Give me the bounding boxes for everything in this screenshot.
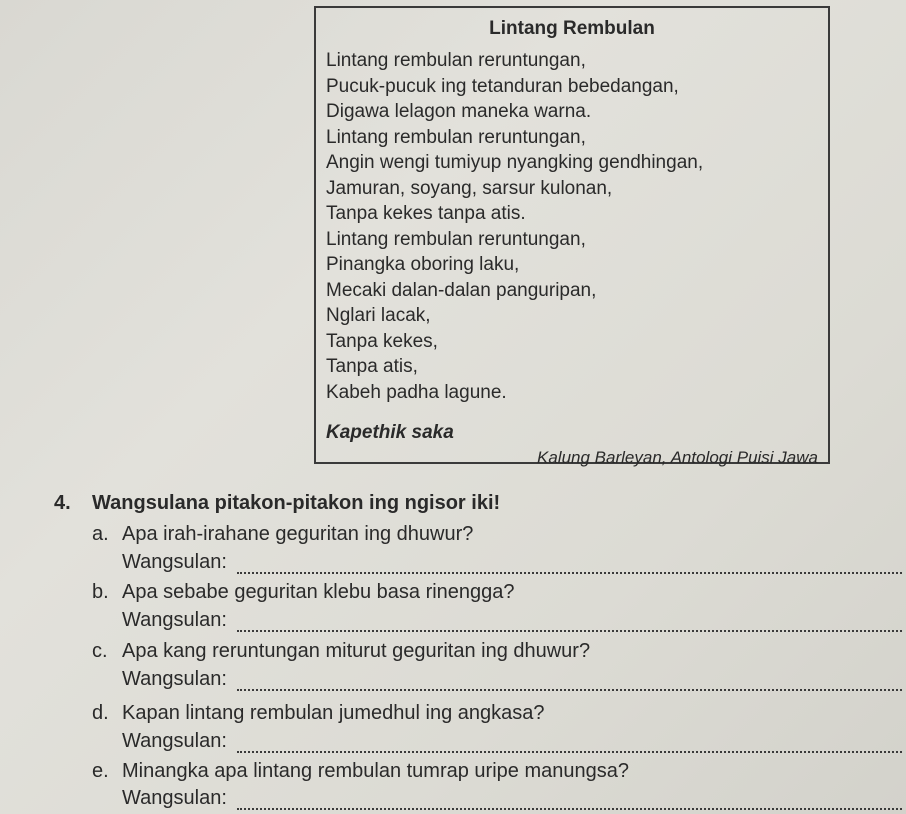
poem-author: Kapethik saka bbox=[326, 422, 454, 443]
question-letter: c. bbox=[92, 640, 108, 662]
answer-label: Wangsulan: bbox=[122, 668, 227, 690]
poem-line: Lintang rembulan reruntungan, bbox=[326, 50, 586, 71]
poem-line: Digawa lelagon maneka warna. bbox=[326, 101, 592, 122]
question-text: Minangka apa lintang rembulan tumrap uripe manungsa? bbox=[122, 760, 629, 782]
poem-line: Tanpa kekes tanpa atis. bbox=[326, 203, 526, 224]
question-text: Apa sebabe geguritan klebu basa rinengga? bbox=[122, 581, 515, 603]
question-e bbox=[92, 760, 629, 783]
poem-line: Angin wengi tumiyup nyangking gendhingan, bbox=[326, 152, 704, 173]
question-letter: a. bbox=[92, 523, 109, 545]
poem-line: Tanpa atis, bbox=[326, 356, 418, 377]
answer-label: Wangsulan: bbox=[122, 730, 227, 752]
poem-line: Jamuran, soyang, sarsur kulonan, bbox=[326, 177, 613, 199]
answer-line-e[interactable] bbox=[237, 788, 902, 810]
question-text: Apa irah-irahane geguritan ing dhuwur? bbox=[122, 523, 474, 545]
poem-title: Lintang Rembulan bbox=[489, 18, 655, 39]
poem-line: Kabeh padha lagune. bbox=[326, 381, 507, 403]
question-text: Apa kang reruntungan miturut geguritan ing dhuwur? bbox=[122, 640, 591, 662]
answer-row-b[interactable] bbox=[122, 606, 906, 632]
answer-label: Wangsulan: bbox=[122, 609, 227, 631]
answer-line-c[interactable] bbox=[237, 669, 902, 691]
question-text: Kapan lintang rembulan jumedhul ing angkasa? bbox=[122, 702, 545, 724]
poem-lines bbox=[326, 48, 703, 405]
answer-row-a[interactable] bbox=[122, 548, 906, 574]
question-letter: b. bbox=[92, 581, 109, 603]
poem-line: Lintang rembulan reruntungan, bbox=[326, 126, 586, 148]
answer-row-e[interactable] bbox=[122, 784, 906, 810]
answer-row-c[interactable] bbox=[122, 665, 906, 691]
answer-line-b[interactable] bbox=[237, 610, 902, 632]
question-b bbox=[92, 581, 515, 604]
question-d bbox=[92, 702, 545, 725]
question-a bbox=[92, 523, 473, 546]
answer-line-a[interactable] bbox=[237, 552, 902, 574]
question-letter: e. bbox=[92, 760, 109, 782]
exercise-instruction bbox=[54, 492, 500, 515]
poem-line: Mecaki dalan-dalan panguripan, bbox=[326, 279, 597, 301]
instruction-text: Wangsulana pitakon-pitakon ing ngisor iki! bbox=[92, 492, 501, 514]
answer-label: Wangsulan: bbox=[122, 551, 227, 573]
poem-line: Nglari lacak, bbox=[326, 305, 431, 326]
poem-line: Tanpa kekes, bbox=[326, 330, 438, 352]
answer-line-d[interactable] bbox=[237, 731, 902, 753]
question-c bbox=[92, 640, 590, 663]
poem-line: Pucuk-pucuk ing tetanduran bebedangan, bbox=[326, 75, 679, 97]
question-letter: d. bbox=[92, 702, 109, 724]
poem-line: Pinangka oboring laku, bbox=[326, 254, 520, 275]
poem-line: Lintang rembulan reruntungan, bbox=[326, 228, 586, 250]
answer-row-d[interactable] bbox=[122, 727, 906, 753]
poem-source: Kalung Barleyan, Antologi Puisi Jawa bbox=[537, 448, 818, 467]
exercise-number: 4. bbox=[54, 492, 71, 514]
poem-box bbox=[314, 6, 830, 467]
answer-label: Wangsulan: bbox=[122, 787, 227, 809]
